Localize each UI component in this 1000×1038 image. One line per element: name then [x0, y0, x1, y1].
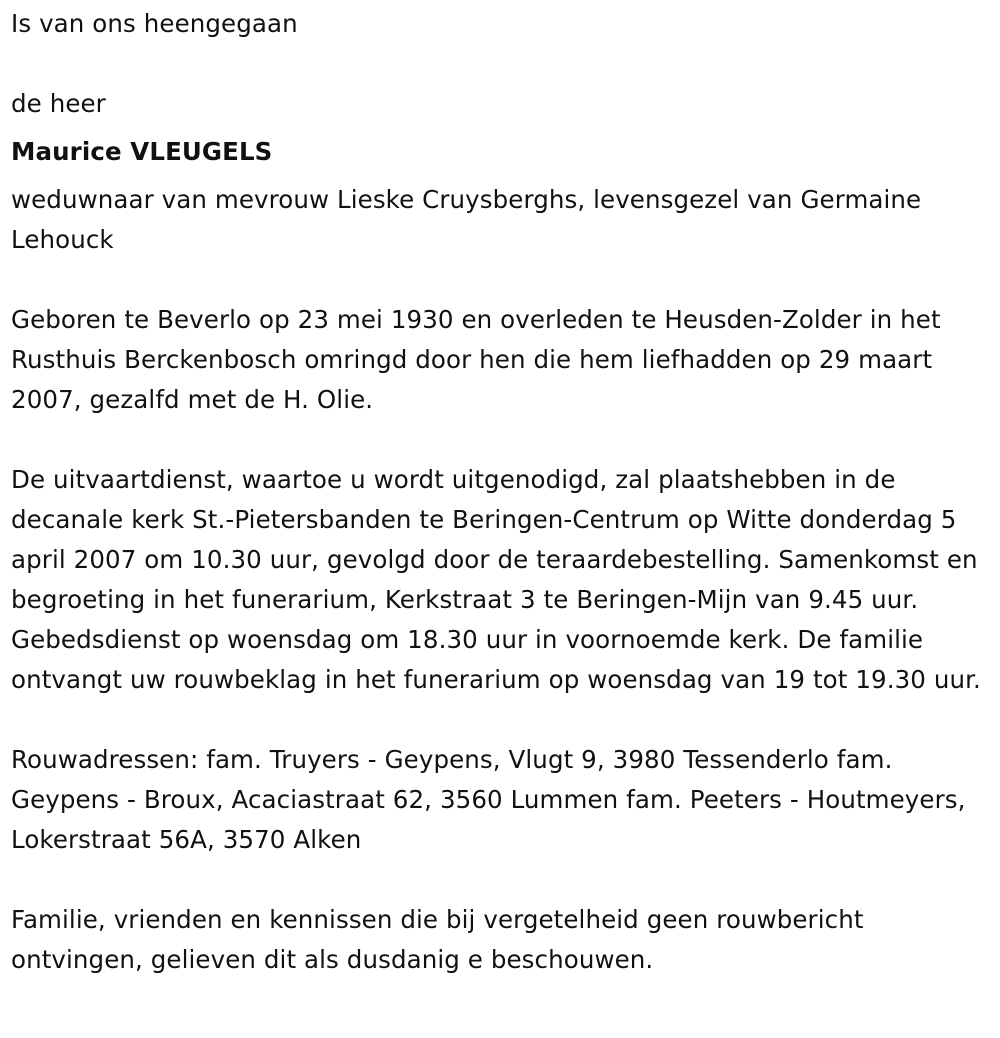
closing-paragraph: Familie, vrienden en kennissen die bij vergetelheid geen rouwbericht ontvingen, gelieven dit als dusdanig e beschouwen.: [11, 905, 864, 974]
funeral-paragraph: De uitvaartdienst, waartoe u wordt uitgenodigd, zal plaatshebben in de decanale kerk St.-Pietersbanden te Beringen-Centrum op Witte donderdag 5 april 2007 om 10.30 uur, gevolgd door de teraardebestelling. Samenkomst en begroeting in het funerarium, Kerkstraat 3 te Beringen-Mijn van 9.45 uur. Gebedsdienst op woensdag om 18.30 uur in voornoemde kerk. De familie ontvangt uw rouwbeklag in het funerarium op woensdag van 19 tot 19.30 uur.: [11, 465, 981, 694]
obituary-notice: [11, 4, 989, 980]
deceased-name: Maurice VLEUGELS: [11, 137, 273, 166]
intro-text: Is van ons heengegaan: [11, 9, 298, 38]
birth-death-paragraph: Geboren te Beverlo op 23 mei 1930 en overleden te Heusden-Zolder in het Rusthuis Berckenbosch omringd door hen die hem liefhadden op 29 maart 2007, gezalfd met de H. Olie.: [11, 305, 941, 414]
salutation-text: de heer: [11, 89, 106, 118]
relation-text: weduwnaar van mevrouw Lieske Cruysberghs, levensgezel van Germaine Lehouck: [11, 185, 922, 254]
addresses-paragraph: Rouwadressen: fam. Truyers - Geypens, Vlugt 9, 3980 Tessenderlo fam. Geypens - Broux, Acaciastraat 62, 3560 Lummen fam. Peeters - Houtmeyers, Lokerstraat 56A, 3570 Alken: [11, 745, 966, 854]
